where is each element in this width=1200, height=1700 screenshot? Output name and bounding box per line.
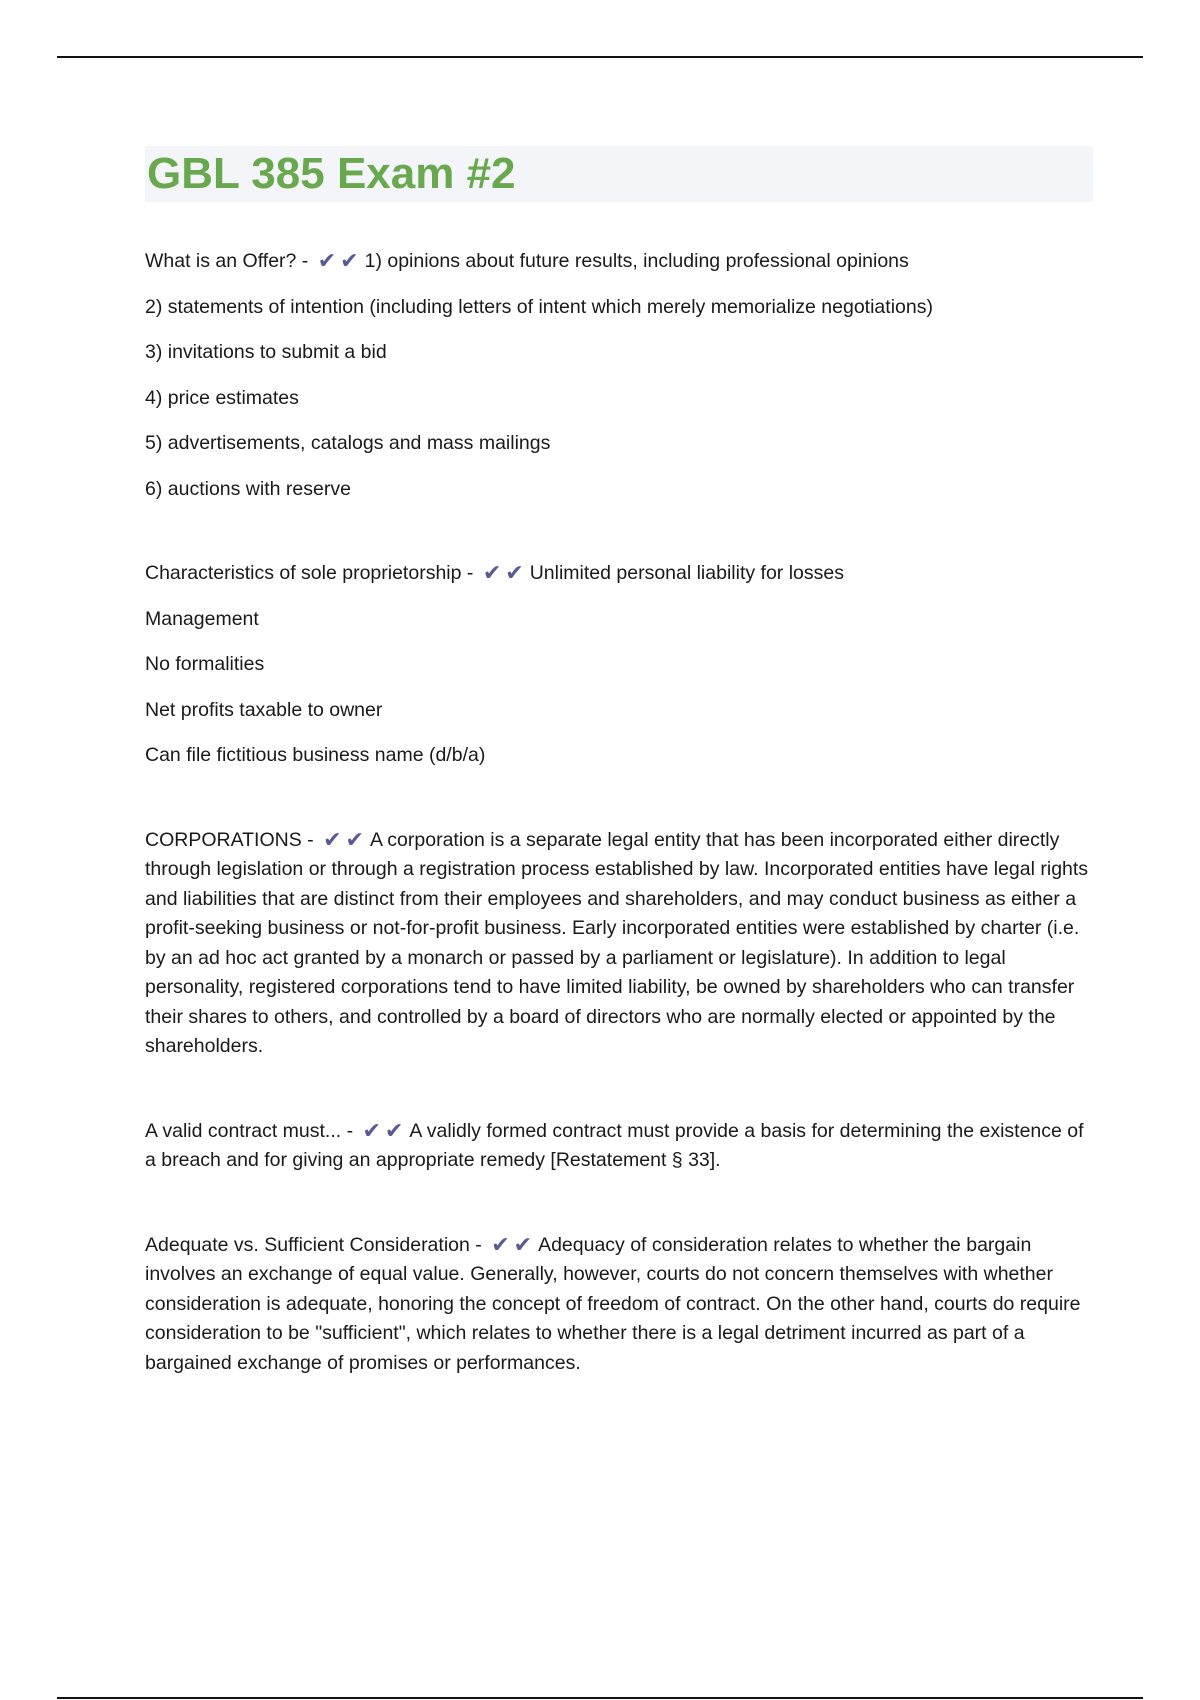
flashcard-sole-proprietorship [145,558,1093,771]
answer-line: 6) auctions with reserve [145,477,351,500]
title-band [145,146,1093,202]
document-title: GBL 385 Exam #2 [147,149,516,198]
answer-line: 4) price estimates [145,386,299,409]
answer-line: 2) statements of intention (including letters of intent which merely memorialize negotiations) [145,295,933,318]
card-question: Adequate vs. Sufficient Consideration - [145,1233,482,1256]
answer-line: Net profits taxable to owner [145,698,383,721]
flashcard-consideration [145,1230,1093,1379]
card-answer: A validly formed contract must provide a basis for determining the existence of a breach and for giving an appropriate remedy [Restatement § 33]. [145,1119,1084,1171]
answer-line: Can file fictitious business name (d/b/a) [145,744,486,766]
card-answer: A corporation is a separate legal entity that has been incorporated either directly through legislation or through a registration process established by law. Incorporated entities have legal rights and liabilities that are distinct from their employees and shareholders, and may conduct business as either a profit-seeking business or not-for-profit business. Early incorporated entities were established by charter (i.e. by an ad hoc act granted by a monarch or passed by a parliament or legislature). In addition to legal personality, registered corporations tend to have limited liability, be owned by shareholders who can transfer their shares to others, and controlled by a board of directors who are normally elected or appointed by the shareholders. [145,828,1089,1057]
card-answer: 1) opinions about future results, including professional opinions [364,250,909,272]
answer-line: 3) invitations to submit a bid [145,341,387,363]
top-rule [57,56,1143,58]
flashcard-offer [145,246,1093,504]
document-body [145,146,1093,1378]
double-check-icon: ✔✔ [362,1117,408,1143]
double-check-icon: ✔✔ [317,248,363,273]
double-check-icon: ✔✔ [491,1231,537,1257]
qa-line [145,558,1093,589]
answer-line: Management [145,607,259,630]
answer-line: No formalities [145,653,265,675]
card-question: Characteristics of sole proprietorship - [145,562,474,584]
double-check-icon: ✔✔ [482,560,528,585]
card-question: A valid contract must... - [145,1119,354,1142]
qa-line [145,1116,1093,1176]
qa-line [145,1230,1093,1379]
card-answer: Unlimited personal liability for losses [529,562,844,584]
qa-line [145,246,1093,277]
qa-line [145,825,1093,1062]
double-check-icon: ✔✔ [323,826,368,852]
flashcard-valid-contract [145,1116,1093,1176]
card-answer: Adequacy of consideration relates to whether the bargain involves an exchange of equal value. Generally, however, courts do not concern themselves with whether consideration is adequate, honoring the concept of freedom of contract. On the other hand, courts do require consideration to be "sufficient", which relates to whether there is a legal detriment incurred as part of a bargained exchange of promises or performances. [145,1233,1081,1374]
bottom-rule [57,1697,1143,1699]
answer-line: 5) advertisements, catalogs and mass mailings [145,432,551,454]
flashcard-corporations [145,825,1093,1062]
card-question: CORPORATIONS - [145,828,314,851]
card-question: What is an Offer? - [145,250,309,272]
